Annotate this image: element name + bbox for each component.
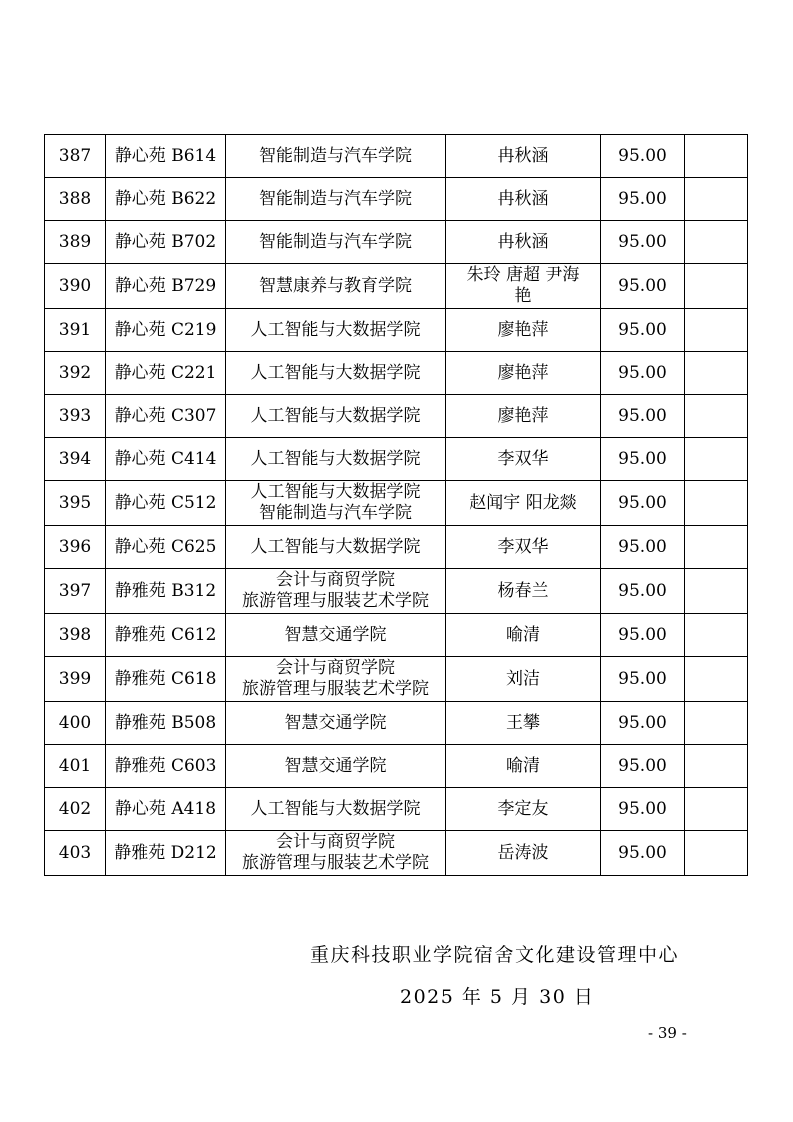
college-name: 人工智能与大数据学院 (250, 319, 421, 340)
issuing-organization: 重庆科技职业学院宿舍文化建设管理中心 (310, 944, 680, 966)
table-row (45, 178, 748, 221)
college-cell (226, 569, 446, 614)
score-cell: 95.00 (601, 178, 685, 221)
room-cell: 静心苑 C307 (106, 395, 226, 438)
college-cell (226, 395, 446, 438)
issue-date: 2025 年 5 月 30 日 (400, 986, 595, 1008)
resident-names-cell (446, 135, 601, 178)
remark-cell (685, 614, 748, 657)
college-name: 旅游管理与服装艺术学院 (242, 591, 429, 611)
college-cell (226, 702, 446, 745)
table-row (45, 481, 748, 526)
resident-names: 冉秋涵 (497, 231, 549, 252)
table-row (45, 831, 748, 876)
college-name: 会计与商贸学院 (276, 570, 395, 590)
college-name: 智慧交通学院 (284, 712, 387, 733)
remark-cell (685, 309, 748, 352)
row-number-cell: 394 (45, 438, 106, 481)
resident-names-cell (446, 831, 601, 876)
row-number-cell: 396 (45, 526, 106, 569)
college-name: 智能制造与汽车学院 (259, 145, 412, 166)
college-cell (226, 614, 446, 657)
room-cell: 静心苑 C512 (106, 481, 226, 526)
resident-names: 李定友 (497, 798, 549, 819)
college-name: 人工智能与大数据学院 (250, 798, 421, 819)
college-cell (226, 481, 446, 526)
remark-cell (685, 395, 748, 438)
resident-names: 朱玲 唐超 尹海艳 (466, 265, 580, 306)
row-number-cell: 401 (45, 745, 106, 788)
score-cell: 95.00 (601, 569, 685, 614)
row-number-cell: 402 (45, 788, 106, 831)
table-row (45, 614, 748, 657)
resident-names-cell (446, 395, 601, 438)
college-name: 人工智能与大数据学院 (250, 405, 421, 426)
resident-names: 廖艳萍 (497, 405, 549, 426)
row-number-cell: 395 (45, 481, 106, 526)
resident-names: 喻清 (506, 624, 540, 645)
room-cell: 静雅苑 C612 (106, 614, 226, 657)
college-cell (226, 438, 446, 481)
college-name: 智慧交通学院 (284, 624, 387, 645)
table-row (45, 657, 748, 702)
table-row (45, 264, 748, 309)
college-name: 智能制造与汽车学院 (259, 503, 412, 523)
college-cell (226, 657, 446, 702)
row-number-cell: 389 (45, 221, 106, 264)
row-number-cell: 387 (45, 135, 106, 178)
row-number-cell: 399 (45, 657, 106, 702)
resident-names-cell (446, 352, 601, 395)
score-cell: 95.00 (601, 614, 685, 657)
resident-names: 王攀 (506, 712, 540, 733)
row-number-cell: 390 (45, 264, 106, 309)
score-cell: 95.00 (601, 309, 685, 352)
resident-names: 冉秋涵 (497, 188, 549, 209)
remark-cell (685, 264, 748, 309)
row-number-cell: 400 (45, 702, 106, 745)
room-cell: 静雅苑 D212 (106, 831, 226, 876)
score-cell: 95.00 (601, 481, 685, 526)
college-name: 人工智能与大数据学院 (250, 536, 421, 557)
row-number-cell: 397 (45, 569, 106, 614)
remark-cell (685, 745, 748, 788)
room-cell: 静雅苑 C618 (106, 657, 226, 702)
college-cell (226, 264, 446, 309)
remark-cell (685, 178, 748, 221)
resident-names-cell (446, 657, 601, 702)
resident-names-cell (446, 481, 601, 526)
resident-names-cell (446, 788, 601, 831)
remark-cell (685, 702, 748, 745)
room-cell: 静心苑 C625 (106, 526, 226, 569)
remark-cell (685, 657, 748, 702)
table-row (45, 745, 748, 788)
resident-names: 杨春兰 (497, 580, 549, 601)
remark-cell (685, 481, 748, 526)
room-cell: 静雅苑 B508 (106, 702, 226, 745)
remark-cell (685, 221, 748, 264)
room-cell: 静心苑 B729 (106, 264, 226, 309)
table-row (45, 309, 748, 352)
resident-names: 李双华 (497, 536, 549, 557)
row-number-cell: 393 (45, 395, 106, 438)
resident-names-cell (446, 569, 601, 614)
college-name: 智能制造与汽车学院 (259, 231, 412, 252)
college-cell (226, 745, 446, 788)
college-name: 智慧交通学院 (284, 755, 387, 776)
college-name: 旅游管理与服装艺术学院 (242, 679, 429, 699)
room-cell: 静雅苑 B312 (106, 569, 226, 614)
score-cell: 95.00 (601, 657, 685, 702)
remark-cell (685, 788, 748, 831)
resident-names-cell (446, 745, 601, 788)
page-number: - 39 - (648, 1024, 687, 1042)
score-cell: 95.00 (601, 221, 685, 264)
college-cell (226, 221, 446, 264)
remark-cell (685, 352, 748, 395)
dormitory-score-table (44, 134, 748, 876)
remark-cell (685, 526, 748, 569)
room-cell: 静心苑 A418 (106, 788, 226, 831)
resident-names-cell (446, 614, 601, 657)
college-cell (226, 352, 446, 395)
score-cell: 95.00 (601, 702, 685, 745)
table-row (45, 438, 748, 481)
remark-cell (685, 831, 748, 876)
resident-names: 李双华 (497, 448, 549, 469)
college-name: 人工智能与大数据学院 (250, 482, 421, 502)
college-name: 人工智能与大数据学院 (250, 362, 421, 383)
resident-names: 赵闻宇 阳龙燚 (469, 492, 577, 513)
resident-names: 冉秋涵 (497, 145, 549, 166)
table-row (45, 788, 748, 831)
resident-names: 岳涛波 (497, 842, 549, 863)
remark-cell (685, 438, 748, 481)
table-row (45, 702, 748, 745)
table-body (45, 135, 748, 876)
score-cell: 95.00 (601, 264, 685, 309)
college-cell (226, 788, 446, 831)
resident-names-cell (446, 221, 601, 264)
remark-cell (685, 569, 748, 614)
college-cell (226, 309, 446, 352)
row-number-cell: 391 (45, 309, 106, 352)
room-cell: 静心苑 B702 (106, 221, 226, 264)
score-cell: 95.00 (601, 745, 685, 788)
table-row (45, 221, 748, 264)
room-cell: 静心苑 C414 (106, 438, 226, 481)
college-cell (226, 178, 446, 221)
resident-names: 刘洁 (506, 668, 540, 689)
resident-names-cell (446, 438, 601, 481)
table-row (45, 395, 748, 438)
room-cell: 静心苑 C221 (106, 352, 226, 395)
table-row (45, 569, 748, 614)
college-cell (226, 135, 446, 178)
resident-names: 廖艳萍 (497, 362, 549, 383)
college-name: 会计与商贸学院 (276, 658, 395, 678)
row-number-cell: 392 (45, 352, 106, 395)
row-number-cell: 388 (45, 178, 106, 221)
resident-names: 喻清 (506, 755, 540, 776)
score-cell: 95.00 (601, 526, 685, 569)
college-name: 人工智能与大数据学院 (250, 448, 421, 469)
room-cell: 静心苑 B622 (106, 178, 226, 221)
college-name: 智慧康养与教育学院 (259, 275, 412, 296)
college-name: 会计与商贸学院 (276, 832, 395, 852)
score-cell: 95.00 (601, 352, 685, 395)
table-row (45, 352, 748, 395)
score-cell: 95.00 (601, 438, 685, 481)
row-number-cell: 403 (45, 831, 106, 876)
resident-names-cell (446, 526, 601, 569)
resident-names-cell (446, 178, 601, 221)
room-cell: 静心苑 C219 (106, 309, 226, 352)
resident-names: 廖艳萍 (497, 319, 549, 340)
college-cell (226, 526, 446, 569)
resident-names-cell (446, 264, 601, 309)
remark-cell (685, 135, 748, 178)
score-cell: 95.00 (601, 395, 685, 438)
row-number-cell: 398 (45, 614, 106, 657)
table-row (45, 135, 748, 178)
table-row (45, 526, 748, 569)
room-cell: 静心苑 B614 (106, 135, 226, 178)
college-cell (226, 831, 446, 876)
room-cell: 静雅苑 C603 (106, 745, 226, 788)
score-cell: 95.00 (601, 788, 685, 831)
score-cell: 95.00 (601, 831, 685, 876)
resident-names-cell (446, 309, 601, 352)
college-name: 旅游管理与服装艺术学院 (242, 853, 429, 873)
score-cell: 95.00 (601, 135, 685, 178)
college-name: 智能制造与汽车学院 (259, 188, 412, 209)
resident-names-cell (446, 702, 601, 745)
